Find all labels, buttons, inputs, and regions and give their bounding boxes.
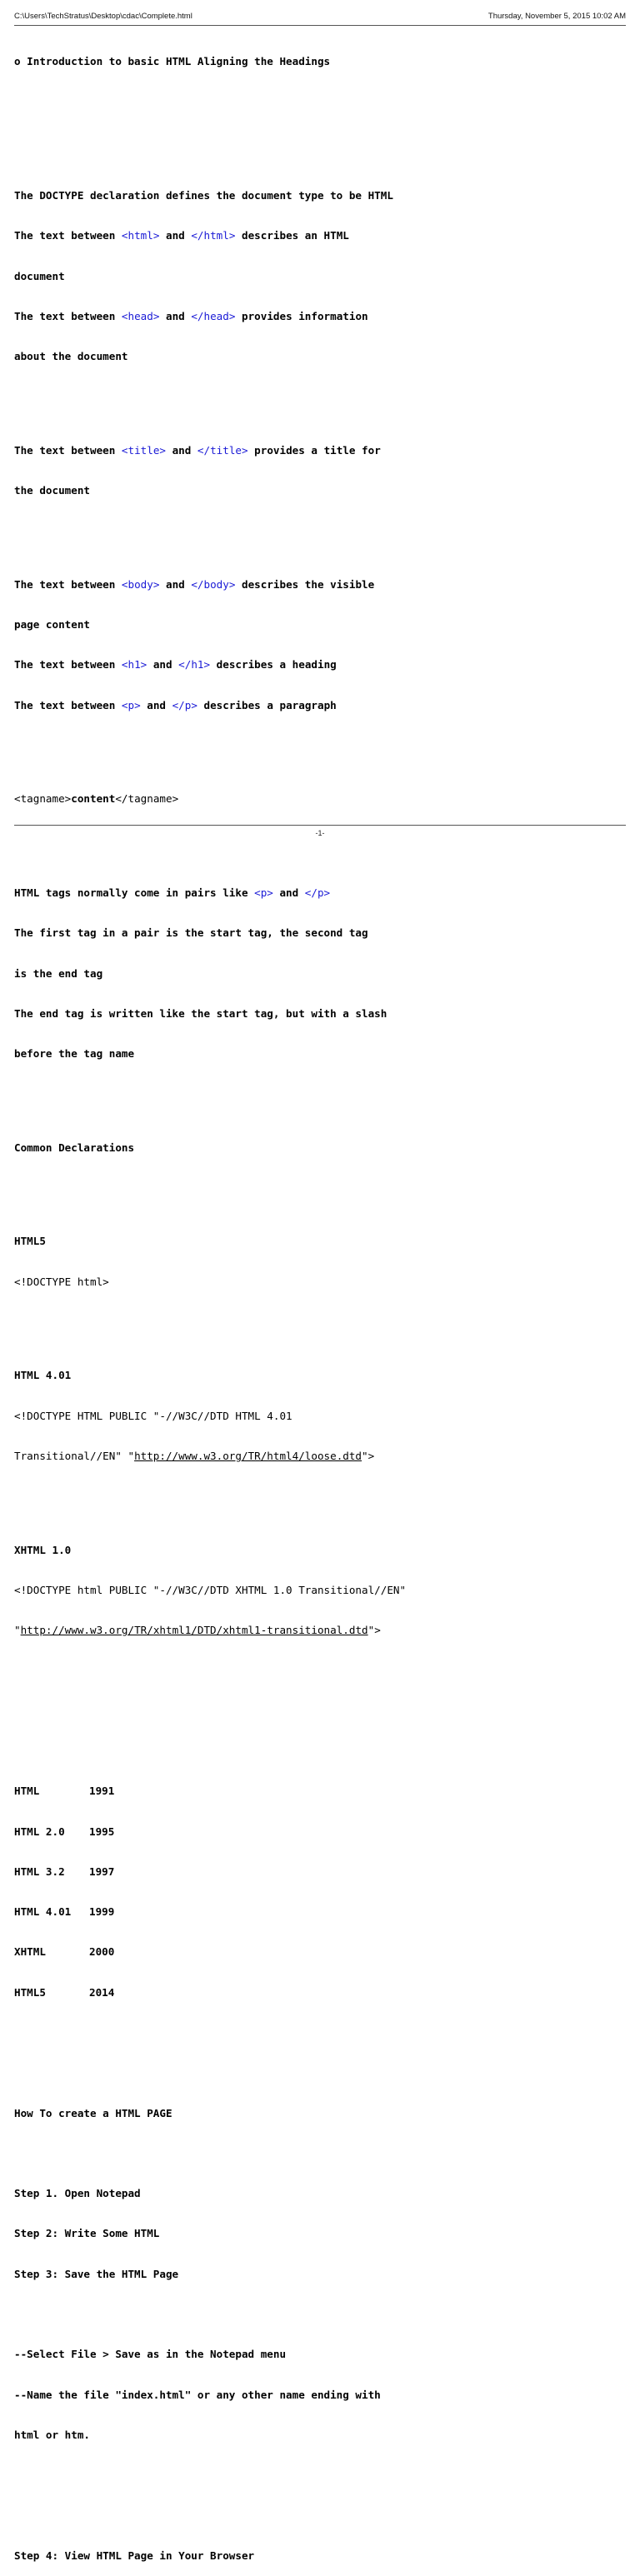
save-note-2: --Name the file "index.html" or any other name ending with (14, 2388, 381, 2401)
tag-syntax: <tagname>content</tagname> (14, 792, 179, 806)
html401-label: HTML 4.01 (14, 1369, 72, 1382)
version-row: HTML 1991 (14, 1785, 115, 1798)
footer-divider (14, 825, 626, 826)
h1-tag-line: The text between <h1> and </h1> describes a heading (14, 658, 337, 671)
p-tag-line: The text between <p> and </p> describes a paragraph (14, 698, 337, 711)
pairs-line: HTML tags normally come in pairs like <p> and </p> (14, 886, 331, 899)
html5-code: <!DOCTYPE html> (14, 1275, 109, 1288)
head-tag-line: The text between <head> and </head> provides information (14, 309, 368, 322)
version-row: HTML 2.0 1995 (14, 1825, 115, 1838)
html-tag-line: The text between <html> and </html> describes an HTML (14, 229, 349, 242)
save-note-3: html or htm. (14, 2428, 90, 2441)
step-3: Step 3: Save the HTML Page (14, 2267, 179, 2280)
html401-code: <!DOCTYPE HTML PUBLIC "-//W3C//DTD HTML 4.01 (14, 1409, 292, 1422)
xhtml-code: <!DOCTYPE html PUBLIC "-//W3C//DTD XHTML 1.0 Transitional//EN" (14, 1583, 407, 1596)
print-date: Thursday, November 5, 2015 10:02 AM (488, 12, 626, 21)
save-note-1: --Select File > Save as in the Notepad menu (14, 2348, 287, 2361)
title-tag-line: The text between <title> and </title> provides a title for (14, 443, 381, 457)
body-tag-line: The text between <body> and </body> describes the visible (14, 577, 375, 591)
document-body: o Introduction to basic HTML Aligning the Headings The DOCTYPE declaration defines the document type to be HTML The text between <html> and </html> describes an HTML document The text between <head> and </head> provides information about the document The text between <title> and </title> provides a title for the document The text between <body> and </body> describes the visible page content The text between <h1> and </h1> describes a heading The text between <p> and </p> describes a paragraph <tagname>content</tagname> HTML tags normally come in pairs like <p> and </p> The first tag in a pair is the start tag, the second tag is the end tag The end tag is written like the start tag, but with a slash before the tag name Common Declarations HTML5 <!DOCTYPE html> HTML 4.01 <!DOCTYPE HTML PUBLIC "-//W3C//DTD HTML 4.01 Transitional//EN" "http://www.w3.org/TR/html4/loose.dtd"> XHTML 1.0 <!DOCTYPE html PUBLIC "-//W3C//DTD XHTML 1.0 Transitional//EN" "http://www.w3.org/TR/xhtml1/DTD/xhtml1-transitional.dtd"> HTML 1991 HTML 2.0 1995 HTML 3.2 1997 HTML 4.01 1999 XHTML 2000 HTML5 2014 How To create a HTML PAGE Step 1. Open Notepad Step 2: Write Some HTML Step 3: Save the HTML Page --Select File > Save as in the Notepad menu --Name the file "index.html" or any other name ending with html or htm. Step 4: View HTML Page in Your Browser (14, 28, 626, 2576)
step-4: Step 4: View HTML Page in Your Browser (14, 2549, 255, 2562)
xhtml-dtd-link[interactable]: http://www.w3.org/TR/xhtml1/DTD/xhtml1-transitional.dtd (20, 1624, 368, 1637)
step-1: Step 1. Open Notepad (14, 2187, 141, 2200)
doctype-line: The DOCTYPE declaration defines the document type to be HTML (14, 189, 393, 202)
version-row: XHTML 2000 (14, 1945, 115, 1959)
version-table (14, 1758, 626, 2026)
page-number: -1- (315, 829, 325, 837)
version-row: HTML5 2014 (14, 1985, 115, 1999)
file-path: C:\Users\TechStratus\Desktop\cdac\Complete.html (14, 12, 192, 21)
version-row: HTML 4.01 1999 (14, 1905, 115, 1919)
section-heading-declarations: Common Declarations (14, 1141, 135, 1154)
howto-heading: How To create a HTML PAGE (14, 2106, 172, 2119)
version-row: HTML 3.2 1997 (14, 1865, 115, 1878)
html401-dtd-link[interactable]: http://www.w3.org/TR/html4/loose.dtd (134, 1449, 362, 1462)
header-divider (14, 25, 626, 26)
xhtml-label: XHTML 1.0 (14, 1543, 72, 1556)
html5-label: HTML5 (14, 1235, 46, 1248)
page-title: o Introduction to basic HTML Aligning the Headings (14, 55, 331, 68)
step-2: Step 2: Write Some HTML (14, 2227, 160, 2240)
